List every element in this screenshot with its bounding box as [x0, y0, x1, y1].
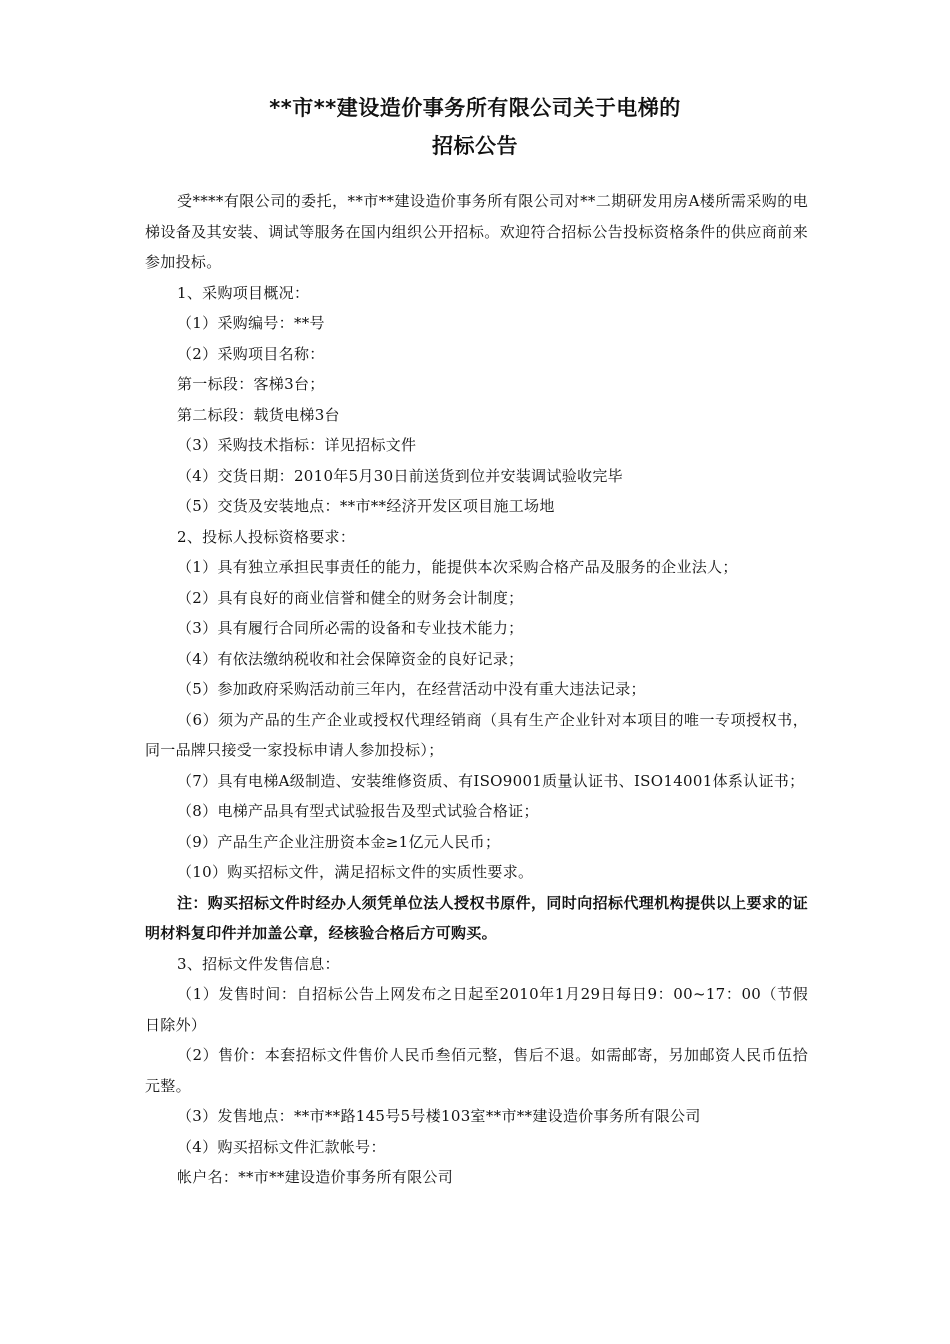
qualification-item: （3）具有履行合同所必需的设备和专业技术能力；	[177, 619, 524, 637]
delivery-location: （5）交货及安装地点：**市**经济开发区项目施工场地	[177, 497, 555, 515]
lot-1: 第一标段：客梯3台；	[177, 375, 325, 393]
document-title-line-1: **市**建设造价事务所有限公司关于电梯的	[269, 96, 681, 120]
project-name-label: （2）采购项目名称：	[177, 344, 325, 363]
qualification-item: （4）有依法缴纳税收和社会保障资金的良好记录；	[177, 649, 524, 668]
technical-specs: （3）采购技术指标：详见招标文件	[177, 436, 417, 454]
remittance-account-label: （4）购买招标文件汇款帐号：	[177, 1137, 386, 1156]
section-heading-project-overview: 1、采购项目概况：	[177, 283, 310, 302]
sale-location: （3）发售地点：**市**路145号5号楼103室**市**建设造价事务所有限公司	[177, 1107, 701, 1125]
intro-paragraph: 受****有限公司的委托，**市**建设造价事务所有限公司对**二期研发用房A楼所需采购的电梯设备及其安装、调试等服务在国内组织公开招标。欢迎符合招标公告投标资格条件的供应商前来参加投标。	[145, 192, 808, 271]
procurement-number: （1）采购编号：**号	[177, 314, 325, 332]
account-name: 帐户名：**市**建设造价事务所有限公司	[177, 1168, 454, 1186]
sale-time: （1）发售时间：自招标公告上网发布之日起至2010年1月29日每日9：00~17：00（节假日除外）	[145, 985, 808, 1034]
document-body	[145, 186, 808, 1193]
document-title-line-2: 招标公告	[432, 134, 518, 158]
section-heading-qualifications: 2、投标人投标资格要求：	[177, 527, 356, 546]
qualification-item: （9）产品生产企业注册资本金≥1亿元人民币；	[177, 832, 501, 851]
qualification-item: （8）电梯产品具有型式试验报告及型式试验合格证；	[177, 802, 539, 820]
qualification-item: （2）具有良好的商业信誉和健全的财务会计制度；	[177, 588, 524, 607]
section-heading-sales-info: 3、招标文件发售信息：	[177, 954, 340, 973]
qualification-item: （1）具有独立承担民事责任的能力，能提供本次采购合格产品及服务的企业法人；	[177, 558, 738, 576]
qualification-item: （5）参加政府采购活动前三年内，在经营活动中没有重大违法记录；	[177, 680, 646, 698]
qualification-item: （7）具有电梯A级制造、安装维修资质、有ISO9001质量认证书、ISO14001体系认证书；	[177, 771, 805, 790]
lot-2: 第二标段：载货电梯3台	[177, 405, 340, 424]
sale-price: （2）售价：本套招标文件售价人民币叁佰元整，售后不退。如需邮寄，另加邮资人民币伍拾元整。	[145, 1046, 808, 1095]
purchase-note: 注：购买招标文件时经办人须凭单位法人授权书原件，同时向招标代理机构提供以上要求的证明材料复印件并加盖公章，经核验合格后方可购买。	[145, 893, 808, 942]
qualification-item: （10）购买招标文件，满足招标文件的实质性要求。	[177, 863, 534, 881]
qualification-item: （6）须为产品的生产企业或授权代理经销商（具有生产企业针对本项目的唯一专项授权书，同一品牌只接受一家投标申请人参加投标）；	[145, 710, 808, 759]
delivery-date: （4）交货日期：2010年5月30日前送货到位并安装调试验收完毕	[177, 466, 623, 485]
